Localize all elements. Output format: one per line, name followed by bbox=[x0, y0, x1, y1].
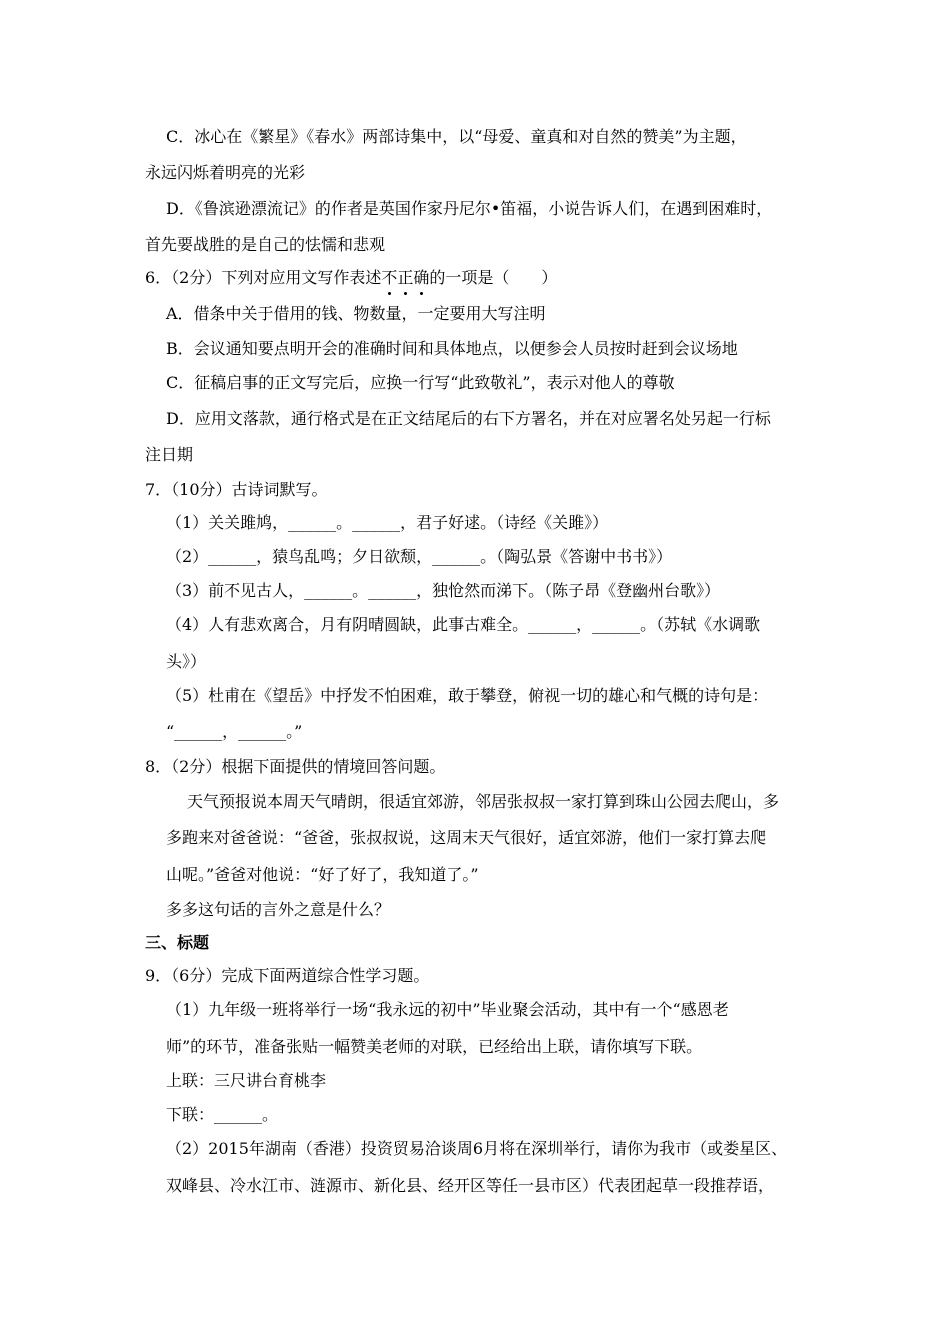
q9-part-2-line2: 双峰县、冷水江市、涟源市、新化县、经开区等任一县市区）代表团起草一段推荐语， bbox=[166, 1176, 775, 1195]
q5-option-c-line2: 永远闪烁着明亮的光彩 bbox=[145, 163, 306, 182]
section-title: 三、标题 bbox=[145, 933, 210, 952]
q8-question: 多多这句话的言外之意是什么？ bbox=[166, 900, 391, 919]
q7-part-4-line2: 头》） bbox=[166, 652, 207, 671]
q9-lower-couplet: 下联：______。 bbox=[166, 1105, 279, 1124]
q7-part-4-line1: （4）人有悲欢离合，月有阴晴圆缺，此事古难全。______，______。（苏轼《水调歌 bbox=[166, 615, 761, 634]
q9-upper-couplet: 上联：三尺讲台育桃李 bbox=[166, 1071, 327, 1090]
q6-stem-pre: 6．（2分）下列对应用文写作表述 bbox=[145, 268, 382, 287]
q7-part-5-line1: （5）杜甫在《望岳》中抒发不怕困难，敢于攀登，俯视一切的雄心和气概的诗句是： bbox=[166, 686, 769, 705]
q5-option-c-line1: C．冰心在《繁星》《春水》两部诗集中，以“母爱、童真和对自然的赞美”为主题， bbox=[166, 127, 747, 146]
q6-emphasis-char: 确 bbox=[413, 268, 430, 287]
q8-passage-line1: 天气预报说本周天气晴朗，很适宜郊游，邻居张叔叔一家打算到珠山公园去爬山，多 bbox=[187, 792, 780, 811]
q9-part-1-line2: 师”的环节，准备张贴一幅赞美老师的对联，已经给出上联，请你填写下联。 bbox=[166, 1037, 703, 1056]
q6-emphasis-char: 不 bbox=[381, 268, 398, 287]
q5-option-d-line1: D．《鲁滨逊漂流记》的作者是英国作家丹尼尔•笛福，小说告诉人们，在遇到困难时， bbox=[166, 199, 773, 218]
q8-stem: 8．（2分）根据下面提供的情境回答问题。 bbox=[145, 757, 446, 776]
q6-option-a: A．借条中关于借用的钱、物数量，一定要用大写注明 bbox=[166, 304, 546, 323]
q6-stem-post: 的一项是（ ） bbox=[429, 268, 558, 287]
q9-part-1-line1: （1）九年级一班将举行一场“我永远的初中”毕业聚会活动，其中有一个“感恩老 bbox=[166, 1000, 729, 1019]
q8-passage-line2: 多跑来对爸爸说：“爸爸，张叔叔说，这周末天气很好，适宜郊游，他们一家打算去爬 bbox=[166, 828, 767, 847]
q7-part-3: （3）前不见古人，______。______，独怆然而涕下。（陈子昂《登幽州台歌》） bbox=[166, 581, 721, 600]
q9-stem: 9．（6分）完成下面两道综合性学习题。 bbox=[145, 966, 430, 985]
q6-option-d-line1: D．应用文落款，通行格式是在正文结尾后的右下方署名，并在对应署名处另起一行标 bbox=[166, 409, 771, 428]
q6-stem bbox=[145, 268, 557, 288]
q7-stem: 7．（10分）古诗词默写。 bbox=[145, 480, 328, 499]
q6-option-b: B．会议通知要点明开会的准确时间和具体地点，以便参会人员按时赶到会议场地 bbox=[166, 339, 738, 358]
q6-emphasis-char: 正 bbox=[397, 268, 414, 287]
q5-option-d-line2: 首先要战胜的是自己的怯懦和悲观 bbox=[145, 235, 386, 254]
q8-passage-line3: 山呢。”爸爸对他说：“好了好了，我知道了。” bbox=[166, 865, 479, 884]
q7-part-5-line2: “______，______。” bbox=[166, 722, 303, 741]
q7-part-2: （2）______，猿鸟乱鸣；夕日欲颓，______。（陶弘景《答谢中书书》） bbox=[166, 547, 673, 566]
q9-part-2-line1: （2）2015年湖南（香港）投资贸易洽谈周6月将在深圳举行，请你为我市（或娄星区、 bbox=[166, 1139, 788, 1158]
q6-option-d-line2: 注日期 bbox=[145, 445, 194, 464]
q7-part-1: （1）关关雎鸠，______。______，君子好逑。（诗经《关雎》） bbox=[166, 513, 609, 532]
q6-option-c: C．征稿启事的正文写完后，应换一行写“此致敬礼”，表示对他人的尊敬 bbox=[166, 373, 675, 392]
